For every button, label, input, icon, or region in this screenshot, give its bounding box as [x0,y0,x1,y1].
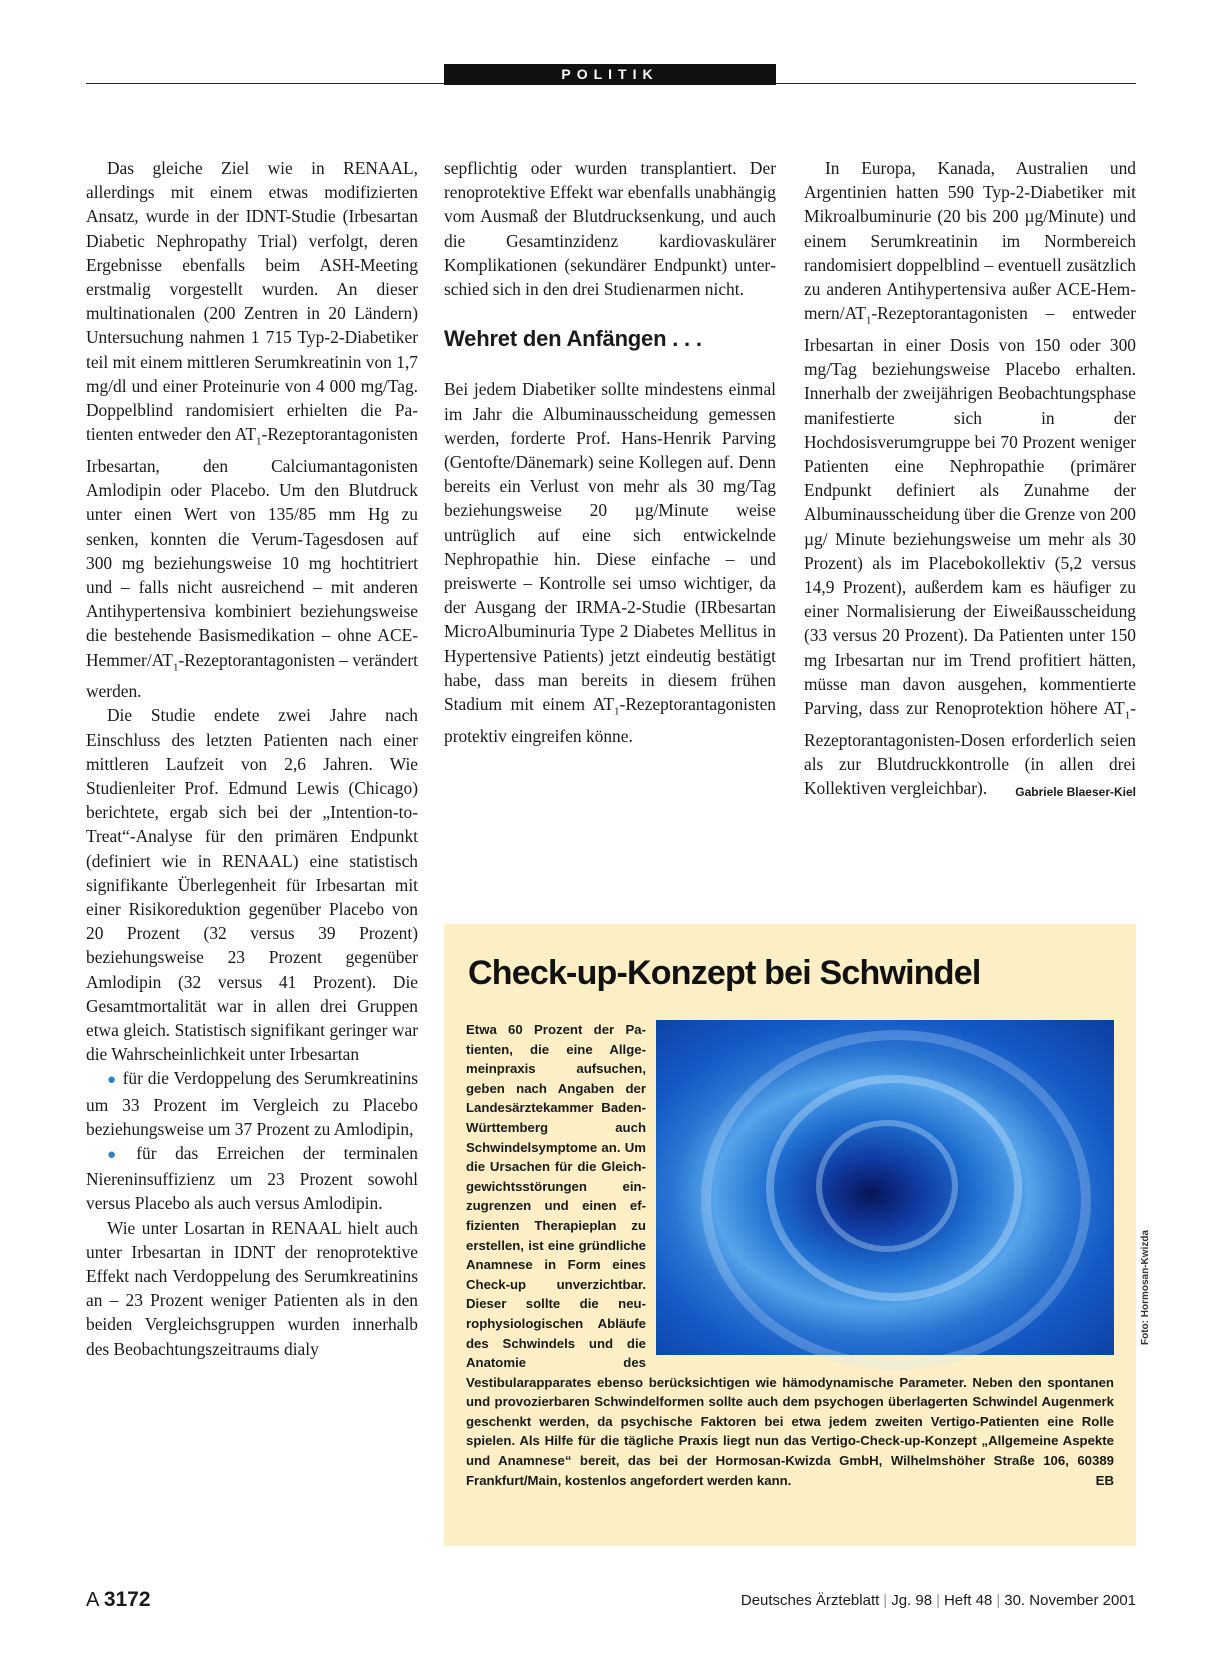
column-1 [86,156,418,1361]
bullet-item: ● für das Erreichen der terminalen Niereninsuffizienz um 23 Prozent sowohl versus Placebo als auch versus Amlodipin. [86,1143,418,1214]
bullet-icon: ● [107,1146,131,1164]
photo-credit: Foto: Hormosan-Kwizda [1140,1230,1151,1345]
paragraph: Die Studie endete zwei Jahre nach Einschluss des letzten Patienten nach einer mittleren Laufzeit von 2,6 Jahren. Wie Studienleiter Prof. Edmund Lewis (Chicago) berichtete, ergab sich bei der „Intention-to-Treat“-Analyse für den primären Endpunkt (definiert wie in RENAAL) eine statistisch signifikante Überlegenheit für Irbesartan mit einer Risikoreduktion gegenüber Placebo von 20 Prozent (32 versus 39 Prozent) beziehungsweise 23 Prozent gegenüber Amlodipin (32 versus 41 Prozent). Die Gesamtmortalität war in allen drei Gruppen etwa gleich. Statistisch signifikant geringer war die Wahrscheinlichkeit unter Irbesartan [86,705,418,1065]
box-title: Check-up-Konzept bei Schwindel [468,954,981,992]
bullet-icon: ● [107,1071,117,1089]
page-number: A 3172 [86,1588,151,1611]
paragraph: In Europa, Kanada, Australien und Argentinien hatten 590 Typ-2-Diabetiker mit Mikroalbuminurie (20 bis 200 µg/Minute) und einem Serumkreatinin im Normbereich randomisiert doppelblind – eventuell zusätzlich zu anderen Antihypertensiva außer ACE-$Hemmern/AT_1$-Rezeptorantagonisten – entweder Irbesartan in einer Dosis von 150 oder 300 mg/Tag beziehungsweise Placebo erhalten. Innerhalb der zweijährigen Beobachtungsphase manifestierte sich in der Hochdosisverumgruppe bei 70 Prozent weniger Patienten eine Nephropathie (primärer Endpunkt definiert als Zunahme der Albuminausscheidung über die Grenze von 200 µg/ Minute beziehungsweise um mehr als 30 Prozent) als im Placebokollektiv (5,2 versus 14,9 Prozent), außerdem kam es häufiger zu einer Normalisierung der Eiweißausscheidung (33 versus 20 Prozent). Da Patienten unter 150 mg Irbesartan nur im Trend profitiert hätten, müsse man davon ausgehen, kommentierte Parving, dass zur Renoprotektion höhere $AT_1-Rezeptorantagonisten$-Dosen erforderlich seien als zur Blutdruckkontrolle (in allen drei Kollektiven vergleichbar). Gabriele Blaeser-Kiel [804,156,1136,800]
column-3 [804,156,1136,804]
bullet-item: ● für die Verdoppelung des Serumkreatinins um 33 Prozent im Vergleich zu Placebo beziehungsweise um 37 Prozent zu Amlodipin, [86,1068,419,1139]
paragraph: Wie unter Losartan in RENAAL hielt auch unter Irbesartan in IDNT der renoprotektive Effekt nach Verdoppelung des Serumkreatinins an – 23 Prozent weniger Patienten als in den beiden Vergleichsgruppen wurden innerhalb des Beobachtungszeitraums dialy [86,1217,418,1359]
paragraph: sepflichtig oder wurden transplantiert. Der renoprotektive Effekt war ebenfalls unabhängig vom Ausmaß der Blutdrucksenkung, und auch die Gesamtinzidenz kardiovaskulärer Komplikationen (sekundärer Endpunkt) unterschied sich in den drei Studienarmen nicht. [444,158,776,300]
paragraph: Bei jedem Diabetiker sollte mindestens einmal im Jahr die Albuminausscheidung gemessen werden, forderte Prof. Hans-Henrik Parving (Gentofte/Dänemark) seine Kollegen auf. Denn bereits ein Verlust von mehr als 30 mg/Tag beziehungsweise 20 µg/Minute weise untrüglich auf eine sich entwickelnde Nephropathie hin. Diese einfache – und preiswerte – Kontrolle sei umso wichtiger, da der Ausgang der IRMA-2-Studie (IRbesartan MicroAlbuminuria Type 2 Diabetes Mellitus in Hypertensive Patients) jetzt eindeutig bestätigt habe, dass man bereits in diesem frühen Stadium mit einem $AT_1$-Rezeptorantagonisten protektiv eingreifen könne. [444,379,776,746]
paragraph: Das gleiche Ziel wie in RENAAL, allerdings mit einem etwas modifizierten Ansatz, wurde in der IDNT-Studie (Irbesartan Diabetic Nephropathy Trial) verfolgt, deren Ergebnisse ebenfalls beim ASH-Meeting erstmalig vorgestellt wurden. An dieser multinationalen (200 Zentren in 20 Ländern) Untersuchung nahmen 1 715 Typ-2-Diabetiker teil mit einem mittleren Serumkreatinin von 1,7 mg/dl und einer Proteinurie von 4 000 mg/Tag. Doppelblind randomisiert erhielten die Patienten entweder den $AT_1$-Rezeptorantagonisten Irbesartan, den Calciumantagonisten Amlodipin oder Placebo. Um den Blutdruck unter einen Wert von 135/85 mm Hg zu senken, konnten die Verum-Tagesdosen auf 300 mg beziehungsweise 10 mg hochtitriert und – falls nicht ausreichend – mit anderen Antihypertensiva kombiniert beziehungsweise die bestehende Basismedikation – ohne ACE-$Hemmer/AT_1$-Rezeptorantagonisten – verändert werden. [86,158,418,702]
column-2 [444,156,776,748]
journal-footer: Deutsches Ärzteblatt | Jg. 98 | Heft 48 | 30. November 2001 [740,1592,1136,1609]
box-text: Foto: Hormosan-Kwizda Etwa 60 Prozent der Patienten, die eine Allgemeinpraxis aufsuchen, geben nach Angaben der Landesärztekammer Baden-Württemberg auch Schwindelsymptome an. Um die Ursachen für die Gleichgewichtsstörungen einzugrenzen und einen effizienten Therapieplan zu erstellen, ist eine gründliche Anamnese in Form eines Check-up unverzichtbar. Dieser sollte die neurophysiologischen Abläufe des Schwindels und die Anatomie des Vestibularapparates ebenso berücksichtigen wie hämodynamische Parameter. Neben den spontanen und provozierbaren Schwindelformen sollte auch dem psychogen überlagerten Schwindel Augenmerk geschenkt werden, da psychische Faktoren bei etwa jedem zweiten Vertigo-Patienten eine Rolle spielen. Als Hilfe für die tägliche Praxis liegt nun das Vertigo-Check-up-Konzept „Allgemeine Aspekte und Anamnese“ bereit, das bei der Hormosan-Kwizda GmbH, Wilhelmshöher Straße 106, 60389 Frankfurt/Main, kostenlos angefordert werden kann. EB [466,1020,1114,1490]
box-signature: EB [1095,1472,1114,1488]
swirl-ring [701,1030,1091,1370]
info-box [444,924,1151,1546]
subheading: Wehret den Anfängen . . . [444,326,702,352]
section-label: POLITIK [444,64,776,85]
author-name: Gabriele Blaeser-Kiel [1015,785,1136,800]
